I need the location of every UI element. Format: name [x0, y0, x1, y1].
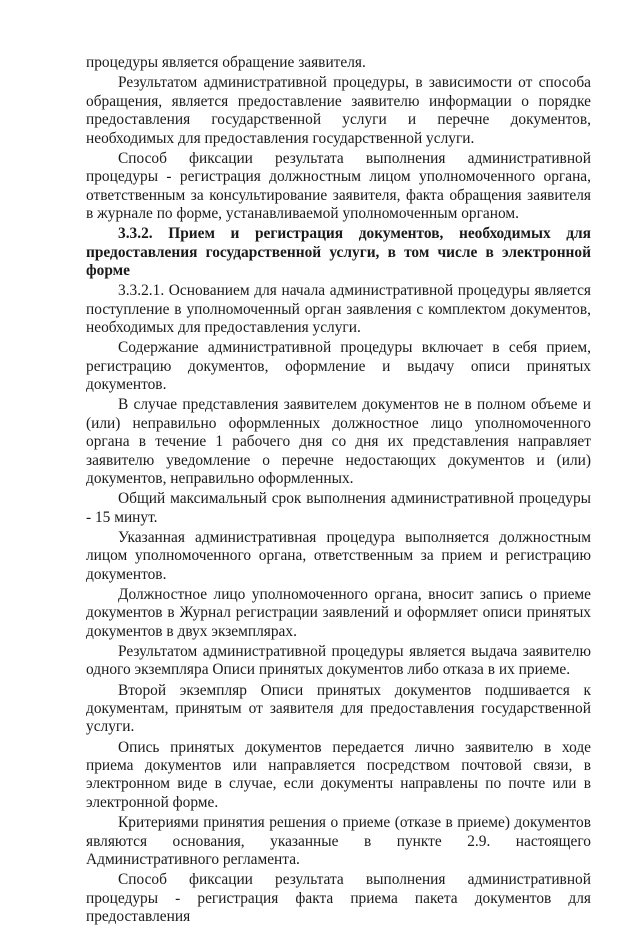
paragraph: Второй экземпляр Описи принятых документов подшивается к документам, принятым от заявителя для предоставления государственной услуги.	[86, 681, 591, 736]
paragraph: Содержание административной процедуры включает в себя прием, регистрацию документов, оформление и выдачу описи принятых документов.	[86, 339, 591, 394]
paragraph: Критериями принятия решения о приеме (отказе в приеме) документов являются основания, указанные в пункте 2.9. настоящего Административного регламента.	[86, 814, 591, 868]
paragraph: Указанная административная процедура выполняется должностным лицом уполномоченного органа, ответственным за прием и регистрацию документов.	[86, 528, 591, 583]
paragraph: Результатом административной процедуры, в зависимости от способа обращения, является предоставление заявителю информации о порядке предоставления государственной услуги и перечне документов, необходимых для предоставления государственной услуги.	[86, 74, 591, 147]
paragraph: Результатом административной процедуры является выдача заявителю одного экземпляра Описи принятых документов либо отказа в их приеме.	[86, 642, 591, 679]
paragraph: 3.3.2.1. Основанием для начала административной процедуры является поступление в уполномоченный орган заявления с комплектом документов, необходимых для предоставления услуги.	[86, 282, 591, 337]
paragraph: Опись принятых документов передается лично заявителю в ходе приема документов или направляется посредством почтовой связи, в электронном виде в случае, если документы направлены по почте или в электронной форме.	[86, 738, 591, 811]
paragraph: В случае представления заявителем документов не в полном объеме и (или) неправильно оформленных должностное лицо уполномоченного органа в течение 1 рабочего дня со дня их представления направляет заявителю уведомление о перечне недостающих документов и (или) документов, неправильно оформленных.	[86, 396, 591, 488]
paragraph: процедуры является обращение заявителя.	[86, 54, 366, 71]
paragraph: Способ фиксации результата выполнения административной процедуры - регистрация факта приема пакета документов для предоставления	[86, 871, 591, 926]
paragraph: Общий максимальный срок выполнения административной процедуры - 15 минут.	[86, 490, 591, 526]
section-heading: 3.3.2. Прием и регистрация документов, необходимых для предоставления государственной услуги, в том числе в электронной форме	[86, 225, 591, 280]
document-page	[86, 54, 591, 928]
paragraph: Способ фиксации результата выполнения административной процедуры - регистрация должностным лицом уполномоченного органа, ответственным за консультирование заявителя, факта обращения заявителя в журнале по форме, устанавливаемой уполномоченным органом.	[86, 149, 591, 222]
paragraph: Должностное лицо уполномоченного органа, вносит запись о приеме документов в Журнал регистрации заявлений и оформляет описи принятых документов в двух экземплярах.	[86, 585, 591, 640]
